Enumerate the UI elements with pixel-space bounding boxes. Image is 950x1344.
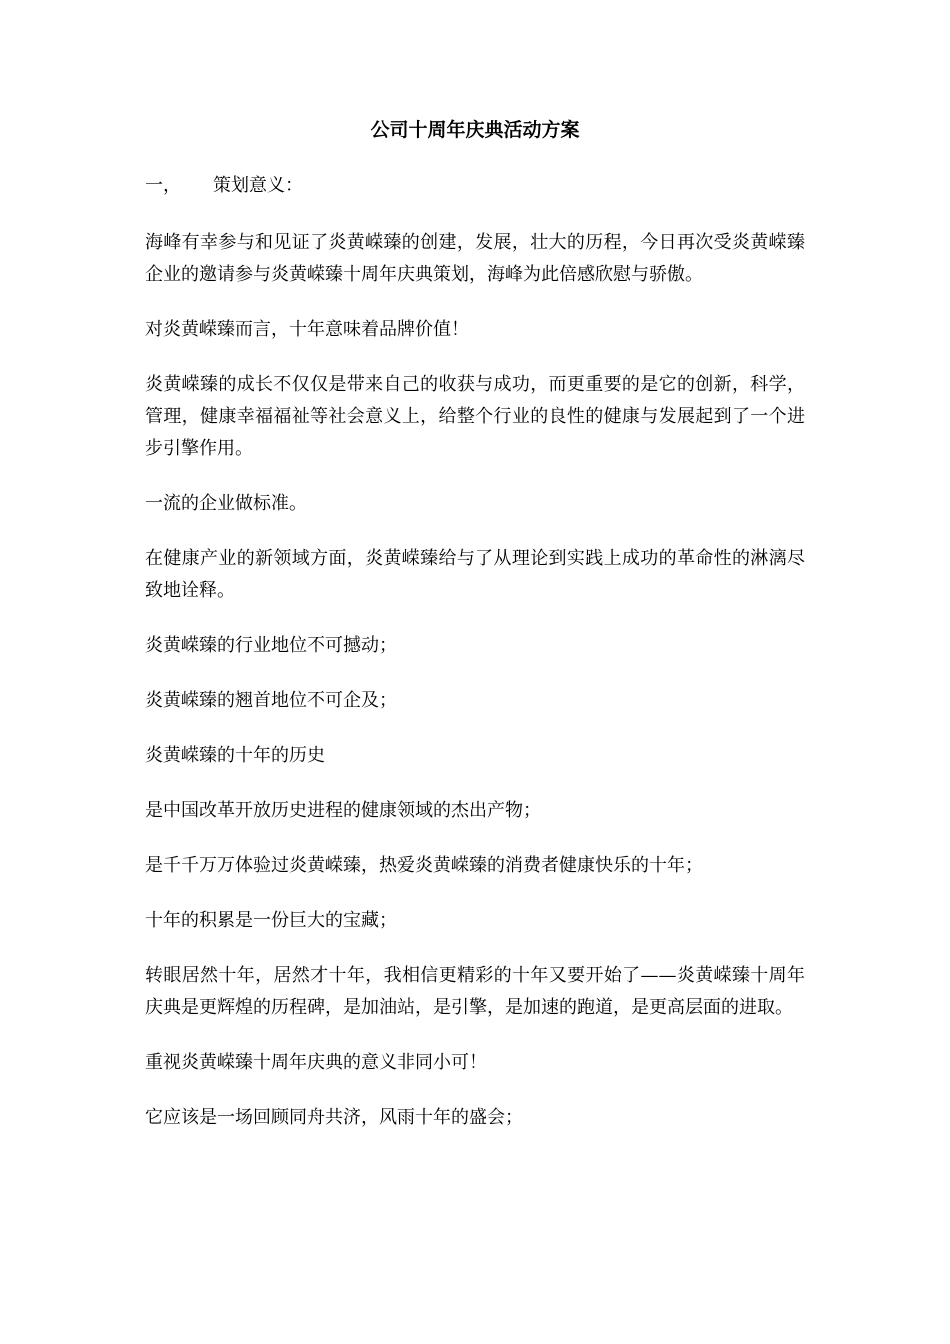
paragraph: 它应该是一场回顾同舟共济，风雨十年的盛会； xyxy=(145,1107,523,1128)
section-heading-text: 策划意义： xyxy=(213,175,303,196)
section-heading xyxy=(145,170,805,202)
paragraph: 炎黄嵘臻的行业地位不可撼动； xyxy=(145,635,397,656)
paragraph: 一流的企业做标准。 xyxy=(145,493,307,514)
paragraph: 炎黄嵘臻的成长不仅仅是带来自己的收获与成功，而更重要的是它的创新，科学，管理，健康幸福福祉等社会意义上，给整个行业的良性的健康与发展起到了一个进步引擎作用。 xyxy=(145,374,805,459)
paragraph: 十年的积累是一份巨大的宝藏； xyxy=(145,910,397,931)
paragraph: 转眼居然十年，居然才十年，我相信更精彩的十年又要开始了——炎黄嵘臻十周年庆典是更辉煌的历程碑，是加油站，是引擎，是加速的跑道，是更高层面的进取。 xyxy=(145,965,805,1018)
paragraph: 是千千万万体验过炎黄嵘臻，热爱炎黄嵘臻的消费者健康快乐的十年； xyxy=(145,855,703,876)
paragraph: 重视炎黄嵘臻十周年庆典的意义非同小可！ xyxy=(145,1052,487,1073)
paragraph: 对炎黄嵘臻而言，十年意味着品牌价值！ xyxy=(145,319,469,340)
section-number: 一， xyxy=(145,175,181,196)
document-title: 公司十周年庆典活动方案 xyxy=(370,119,580,141)
paragraph: 在健康产业的新领域方面，炎黄嵘臻给与了从理论到实践上成功的革命性的淋漓尽致地诠释。 xyxy=(145,548,805,601)
paragraph: 炎黄嵘臻的翘首地位不可企及； xyxy=(145,690,397,711)
paragraph: 炎黄嵘臻的十年的历史 xyxy=(145,745,325,766)
paragraph: 是中国改革开放历史进程的健康领域的杰出产物； xyxy=(145,800,541,821)
paragraph: 海峰有幸参与和见证了炎黄嵘臻的创建，发展，壮大的历程，今日再次受炎黄嵘臻企业的邀请参与炎黄嵘臻十周年庆典策划，海峰为此倍感欣慰与骄傲。 xyxy=(145,232,805,285)
document-body xyxy=(145,170,805,1157)
